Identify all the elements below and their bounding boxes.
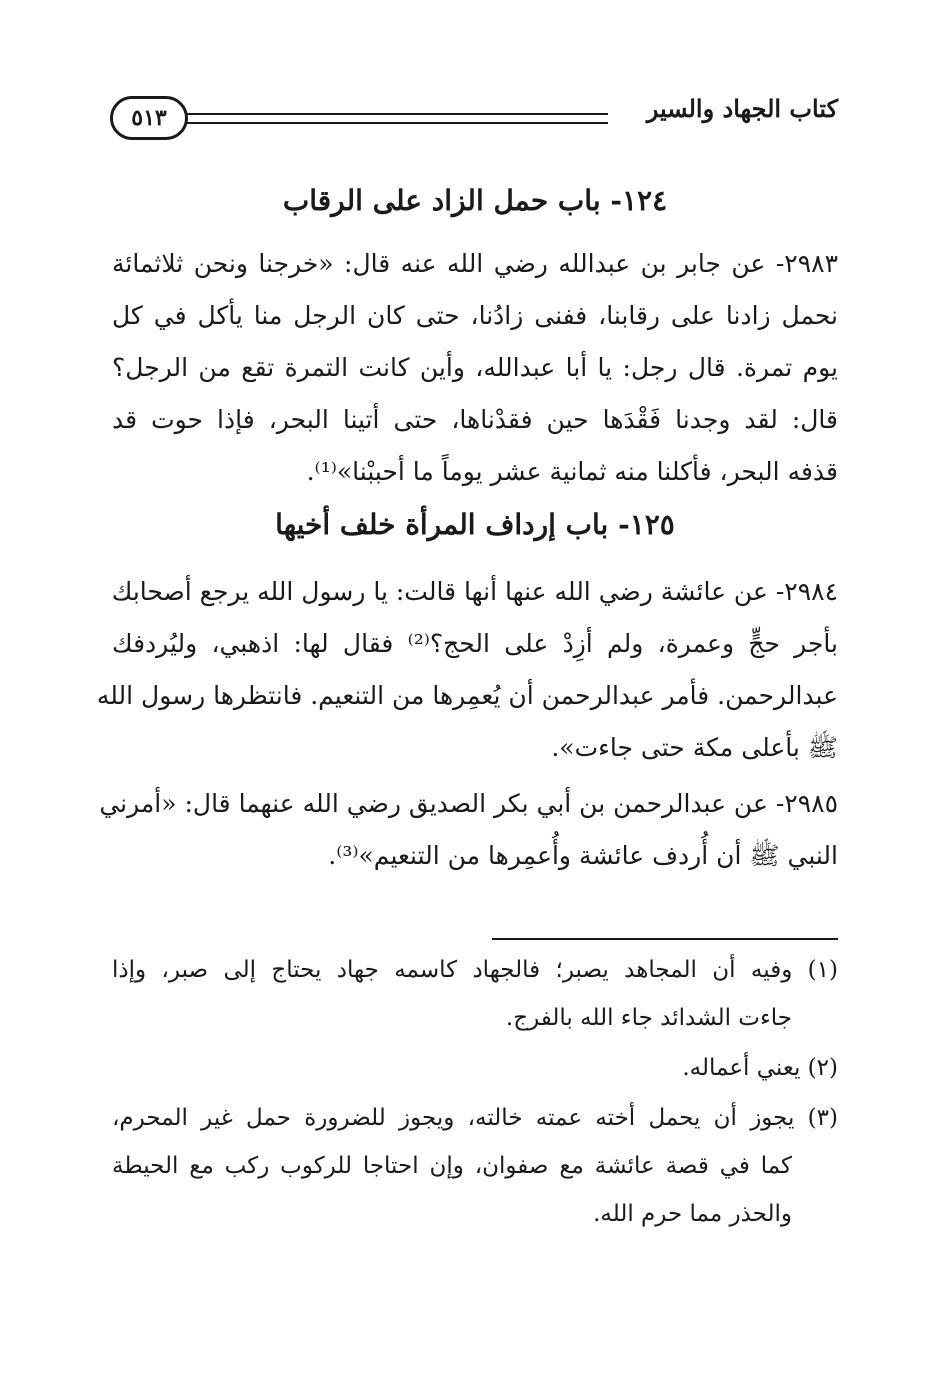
text-line: ٢٩٨٣- عن جابر بن عبدالله رضي الله عنه قال: «خرجنا ونحن ثلاثمائة (112, 249, 838, 278)
text-line: ٢٩٨٤- عن عائشة رضي الله عنها أنها قالت: يا رسول الله يرجع أصحابك (111, 577, 838, 606)
header-rule-bottom (186, 122, 608, 124)
text-line: عبدالرحمن. فأمر عبدالرحمن أن يُعمِرها من التنعيم. فانتظرها رسول الله (96, 681, 838, 710)
text-line: النبي ﷺ أن أُردف عائشة وأُعمِرها من التنعيم»⁽³⁾. (328, 841, 838, 870)
footnote-line: جاءت الشدائد جاء الله بالفرج. (505, 1005, 792, 1031)
page-number: ٥١٣ (131, 105, 167, 131)
footnote-2 (112, 1044, 838, 1092)
footnote-line: (١) وفيه أن المجاهد يصبر؛ فالجهاد كاسمه جهاد يحتاج إلى صبر، وإذا (112, 957, 838, 983)
hadith-2984 (96, 566, 838, 774)
chapter-heading-124: ١٢٤- باب حمل الزاد على الرقاب (282, 184, 668, 217)
footnote-line: (٢) يعني أعماله. (682, 1055, 838, 1081)
running-header-title: كتاب الجهاد والسير (646, 94, 838, 123)
footnote-3 (112, 1094, 838, 1238)
hadith-2985 (99, 778, 838, 882)
text-line: يوم تمرة. قال رجل: يا أبا عبدالله، وأين كانت التمرة تقع من الرجل؟ (112, 353, 838, 382)
footnote-1 (112, 946, 838, 1042)
text-line: قذفه البحر، فأكلنا منه ثمانية عشر يوماً ما أحببْنا»⁽¹⁾. (306, 457, 838, 486)
text-line: ٢٩٨٥- عن عبدالرحمن بن أبي بكر الصديق رضي الله عنهما قال: «أمرني (99, 789, 838, 818)
text-line: نحمل زادنا على رقابنا، ففنى زادُنا، حتى كان الرجل منا يأكل في كل (112, 301, 838, 330)
text-line: قال: لقد وجدنا فَقْدَها حين فقدْناها، حتى أتينا البحر، فإذا حوت قد (112, 405, 838, 434)
hadith-2983 (112, 238, 838, 498)
text-line: ﷺ بأعلى مكة حتى جاءت». (551, 733, 838, 762)
text-line: بأجر حجٍّ وعمرة، ولم أزِدْ على الحج؟⁽²⁾ فقال لها: اذهبي، وليُردفك (112, 629, 838, 658)
footnote-line: والحذر مما حرم الله. (593, 1201, 792, 1227)
chapter-heading-125: ١٢٥- باب إرداف المرأة خلف أخيها (275, 508, 675, 541)
footnote-separator (492, 938, 838, 940)
footnote-line: (٣) يجوز أن يحمل أخته عمته خالته، ويجوز للضرورة حمل غير المحرم، (112, 1105, 838, 1131)
footnote-line: كما في قصة عائشة مع صفوان، وإن احتاجا للركوب ركب مع الحيطة (112, 1153, 792, 1179)
header-rule-top (186, 113, 608, 115)
page-number-badge (110, 96, 188, 140)
